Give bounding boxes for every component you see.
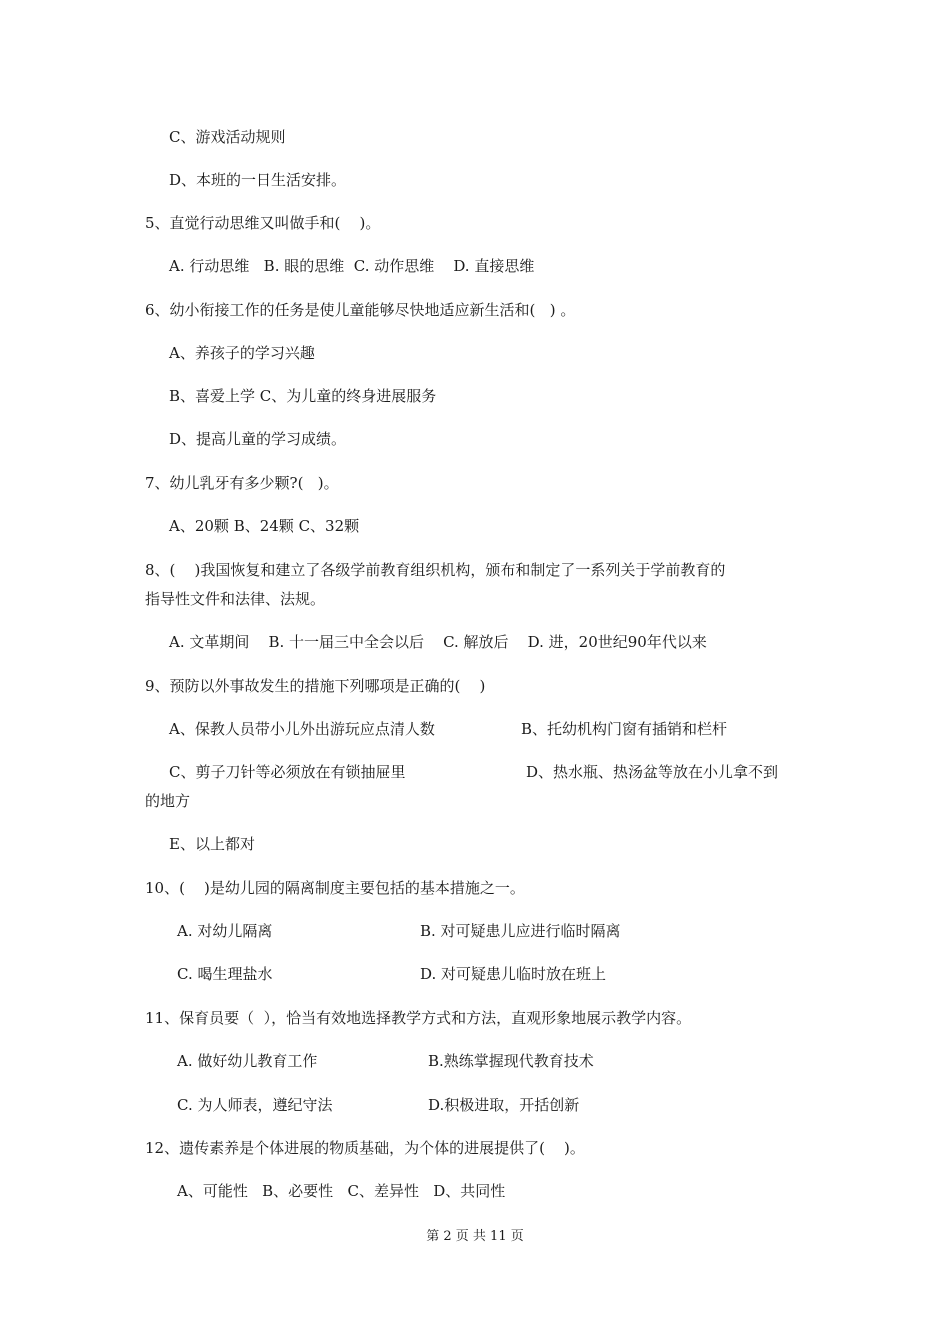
question-10: 10、( )是幼儿园的隔离制度主要包括的基本措施之一。	[145, 879, 525, 897]
option-d: D、本班的一日生活安排。	[169, 171, 347, 189]
question-9-option-a: A、保教人员带小儿外出游玩应点清人数	[169, 720, 435, 738]
question-12: 12、遗传素养是个体进展的物质基础，为个体的进展提供了( )。	[145, 1139, 585, 1157]
question-7-options: A、20颗 B、24颗 C、32颗	[169, 517, 360, 535]
question-12-options: A、可能性 B、必要性 C、差异性 D、共同性	[177, 1182, 506, 1200]
question-7: 7、幼儿乳牙有多少颗?( )。	[145, 474, 339, 492]
question-11-option-a: A. 做好幼儿教育工作	[177, 1052, 318, 1070]
question-9-option-d-continued: 的地方	[145, 792, 191, 810]
question-5: 5、直觉行动思维又叫做手和( )。	[145, 214, 381, 232]
question-8-options: A. 文革期间 B. 十一届三中全会以后 C. 解放后 D. 进，20世纪90年代以来	[169, 633, 707, 651]
question-10-option-c: C. 喝生理盐水	[177, 965, 273, 983]
question-9-option-b: B、托幼机构门窗有插销和栏杆	[521, 720, 728, 738]
question-10-option-d: D. 对可疑患儿临时放在班上	[420, 965, 607, 983]
question-6: 6、幼小衔接工作的任务是使儿童能够尽快地适应新生活和( ) 。	[145, 301, 576, 319]
question-9-option-e: E、以上都对	[169, 835, 255, 853]
question-8-continued: 指导性文件和法律、法规。	[145, 590, 326, 608]
question-8: 8、( )我国恢复和建立了各级学前教育组织机构，颁布和制定了一系列关于学前教育的	[145, 561, 726, 579]
question-6-option-d: D、提高儿童的学习成绩。	[169, 430, 347, 448]
question-11-option-b: B.熟练掌握现代教育技术	[428, 1052, 594, 1070]
question-10-option-b: B. 对可疑患儿应进行临时隔离	[420, 922, 621, 940]
question-10-option-a: A. 对幼儿隔离	[177, 922, 273, 940]
question-9: 9、预防以外事故发生的措施下列哪项是正确的( )	[145, 677, 486, 695]
page-number: 第 2 页 共 11 页	[426, 1229, 524, 1244]
option-c: C、游戏活动规则	[169, 128, 286, 146]
question-9-option-c: C、剪子刀针等必须放在有锁抽屉里	[169, 763, 406, 781]
question-11: 11、保育员要（ ），恰当有效地选择教学方式和方法，直观形象地展示教学内容。	[145, 1009, 692, 1027]
question-11-option-c: C. 为人师表，遵纪守法	[177, 1096, 333, 1114]
question-9-option-d: D、热水瓶、热汤盆等放在小儿拿不到	[526, 763, 779, 781]
question-6-option-bc: B、喜爱上学 C、为儿童的终身进展服务	[169, 387, 437, 405]
question-11-option-d: D.积极进取，开括创新	[428, 1096, 580, 1114]
question-6-option-a: A、养孩子的学习兴趣	[169, 344, 315, 362]
question-5-options: A. 行动思维 B. 眼的思维 C. 动作思维 D. 直接思维	[169, 257, 535, 275]
